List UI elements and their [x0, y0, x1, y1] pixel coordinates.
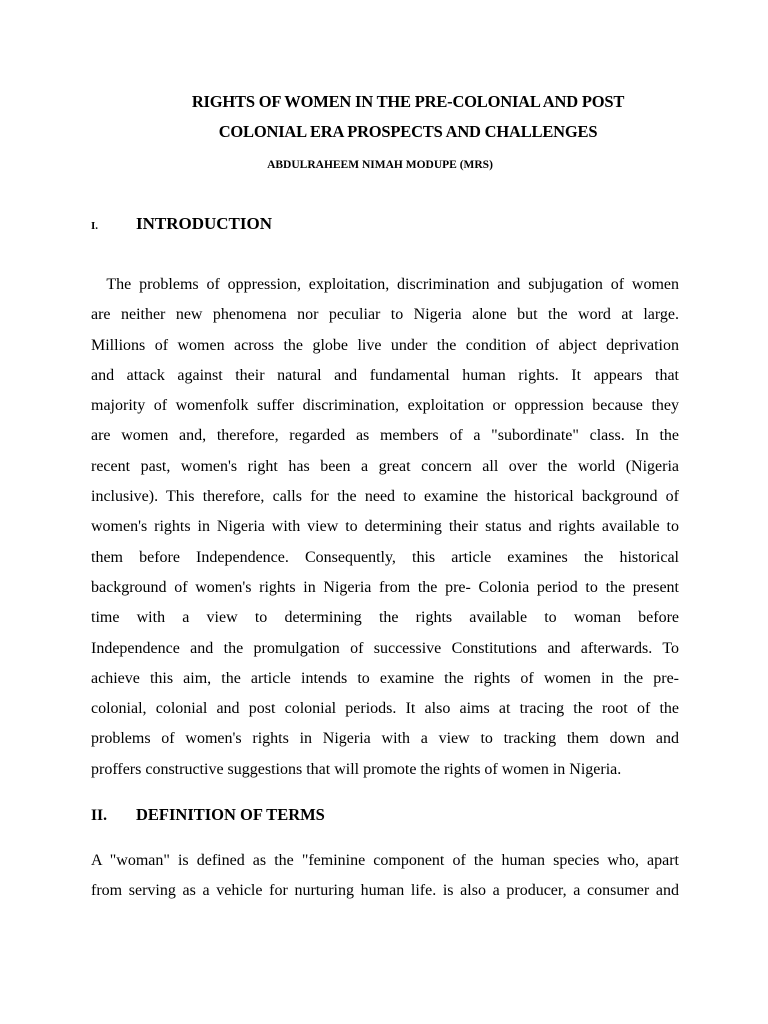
section-heading-introduction [91, 214, 272, 234]
paragraph-line: majority of womenfolk suffer discrimination, exploitation or oppression because they [91, 397, 679, 415]
paragraph-line: and attack against their natural and fundamental human rights. It appears that [91, 366, 679, 384]
paragraph-line: background of women's rights in Nigeria from the pre- Colonia period to the present [91, 578, 679, 596]
definition-paragraph [91, 846, 679, 907]
paragraph-line: are women and, therefore, regarded as members of a "subordinate" class. In the [91, 427, 679, 445]
paragraph-line: problems of women's rights in Nigeria with a view to tracking them down and [91, 730, 679, 748]
paragraph-line: colonial, colonial and post colonial periods. It also aims at tracing the root of the [91, 700, 679, 718]
paragraph-line: A "woman" is defined as the "feminine component of the human species who, apart [91, 852, 679, 869]
paragraph-line: are neither new phenomena nor peculiar to Nigeria alone but the word at large. [91, 306, 679, 324]
paragraph-line: from serving as a vehicle for nurturing human life. is also a producer, a consumer and [91, 882, 679, 900]
paragraph-line: recent past, women's right has been a great concern all over the world (Nigeria [91, 457, 679, 475]
section-number: I. [91, 220, 99, 232]
paragraph-line: Independence and the promulgation of successive Constitutions and afterwards. To [91, 639, 679, 657]
document-title-line-1: RIGHTS OF WOMEN IN THE PRE-COLONIAL AND POST [191, 92, 625, 111]
section-title: INTRODUCTION [136, 214, 273, 233]
paragraph-line: Millions of women across the globe live under the condition of abject deprivation [91, 336, 679, 354]
introduction-paragraph [91, 270, 679, 785]
document-title-line-2: COLONIAL ERA PROSPECTS AND CHALLENGES [218, 122, 598, 141]
paragraph-line: women's rights in Nigeria with view to determining their status and rights available to [91, 518, 679, 536]
paragraph-line: them before Independence. Consequently, this article examines the historical [91, 548, 679, 566]
paragraph-line: proffers constructive suggestions that will promote the rights of women in Nigeria. [91, 760, 622, 778]
paragraph-line: time with a view to determining the rights available to woman before [91, 609, 679, 627]
author-name: ABDULRAHEEM NIMAH MODUPE (MRS) [267, 159, 493, 171]
section-title: DEFINITION OF TERMS [136, 805, 325, 824]
section-heading-definition-of-terms [91, 805, 325, 825]
paragraph-line: The problems of oppression, exploitation, discrimination and subjugation of women [91, 276, 679, 293]
paragraph-line: achieve this aim, the article intends to examine the rights of women in the pre- [91, 669, 679, 687]
paragraph-line: inclusive). This therefore, calls for the need to examine the historical background of [91, 488, 679, 506]
section-number: II. [91, 807, 107, 824]
